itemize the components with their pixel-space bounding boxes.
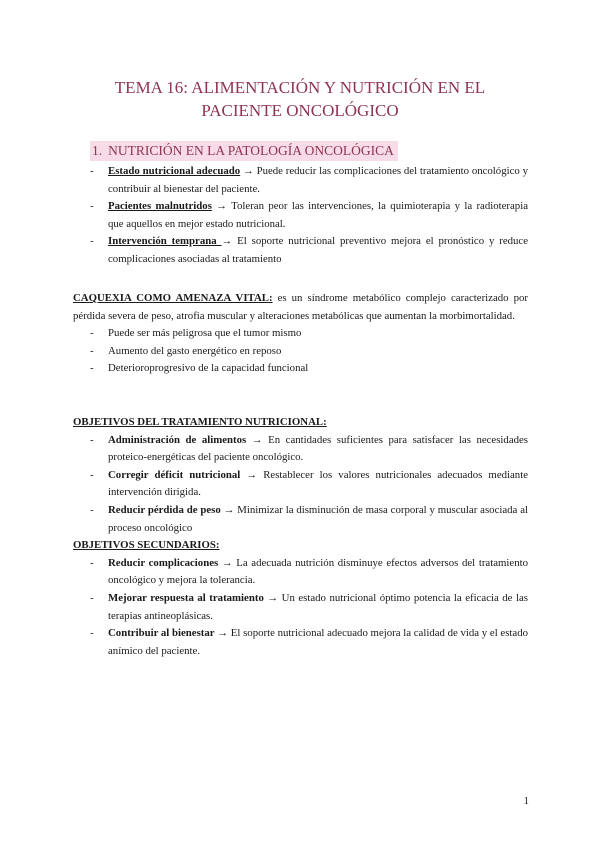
nutricion-list-block [73,163,528,269]
section-heading-text: NUTRICIÓN EN LA PATOLOGÍA ONCOLÓGICA [108,143,394,158]
list-item-term: Pacientes malnutridos [108,200,212,213]
list-item: - Puede ser más peligrosa que el tumor mismo [73,325,528,343]
list-item [73,163,528,198]
list-item [73,198,528,233]
list-item-term: Mejorar respuesta al tratamiento [108,591,264,604]
list-item: - Aumento del gasto energético en reposo [73,343,528,361]
list-item-term: Reducir complicaciones [108,556,219,569]
document-title [60,76,540,122]
objetivos-heading: OBJETIVOS DEL TRATAMIENTO NUTRICIONAL: [73,416,327,428]
list-item-term: Estado nutricional adecuado [108,165,241,177]
section-number: 1. [92,143,103,158]
caquexia-list [73,325,528,378]
list-item [73,590,528,625]
objetivos-list [73,432,528,538]
list-item-text: → En cantidades suficientes para satisfacer las necesidades proteico-energéticas del paciente oncológico. [108,433,529,464]
list-item [73,555,528,590]
title-line-1: TEMA 16: ALIMENTACIÓN Y NUTRICIÓN EN EL [114,78,486,97]
caquexia-lead: CAQUEXIA COMO AMENAZA VITAL: [73,292,273,304]
list-item-text: → Restablecer los valores nutricionales adecuados mediante intervención dirigida. [108,468,528,499]
list-item [73,233,528,268]
list-item-text: → La adecuada nutrición disminuye efectos adversos del tratamiento oncológico y mejora la tolerancia. [108,556,528,587]
list-item-term: Corregir déficit nutricional [108,468,241,481]
list-item [73,467,528,502]
caquexia-paragraph [73,290,528,325]
secundarios-list [73,555,528,661]
list-item-term: Reducir pérdida de peso [108,503,221,516]
list-item-term: Administración de alimentos [108,433,247,446]
list-item [73,625,528,660]
section-heading-nutricion [90,141,398,161]
caquexia-block [73,290,528,378]
list-item-text: → Toleran peor las intervenciones, la quimioterapia y la radioterapia que aquellos en mejor estado nutricional. [108,200,529,230]
objetivos-block [73,414,528,660]
list-item: - Deterioroprogresivo de la capacidad funcional [73,360,528,378]
list-item [73,502,528,537]
secundarios-heading: OBJETIVOS SECUNDARIOS: [73,539,220,552]
list-item-text: → Minimizar la disminución de masa corporal y muscular asociada al proceso oncológico [108,503,528,534]
list-item-term: Contribuir al bienestar [108,627,215,640]
list-item-text: → Un estado nutricional óptimo potencia la eficacia de las terapias antineoplásicas. [108,591,528,622]
list-item-term: Intervención temprana [108,235,222,248]
title-line-2: PACIENTE ONCOLÓGICO [201,101,399,120]
list-item-text: → Puede reducir las complicaciones del tratamiento oncológico y contribuir al bienestar del paciente. [108,165,528,195]
page-number: 1 [523,795,529,807]
nutricion-list [73,163,528,269]
list-item-text: → El soporte nutricional adecuado mejora la calidad de vida y el estado anímico del paciente. [108,627,528,657]
list-item-text: → El soporte nutricional preventivo mejora el pronóstico y reduce complicaciones asociadas al tratamiento [108,235,529,265]
list-item [73,432,528,467]
caquexia-text: es un síndrome metabólico complejo caracterizado por pérdida severa de peso, atrofia muscular y alteraciones metabólicas que aumentan la morbimortalidad. [73,292,528,322]
